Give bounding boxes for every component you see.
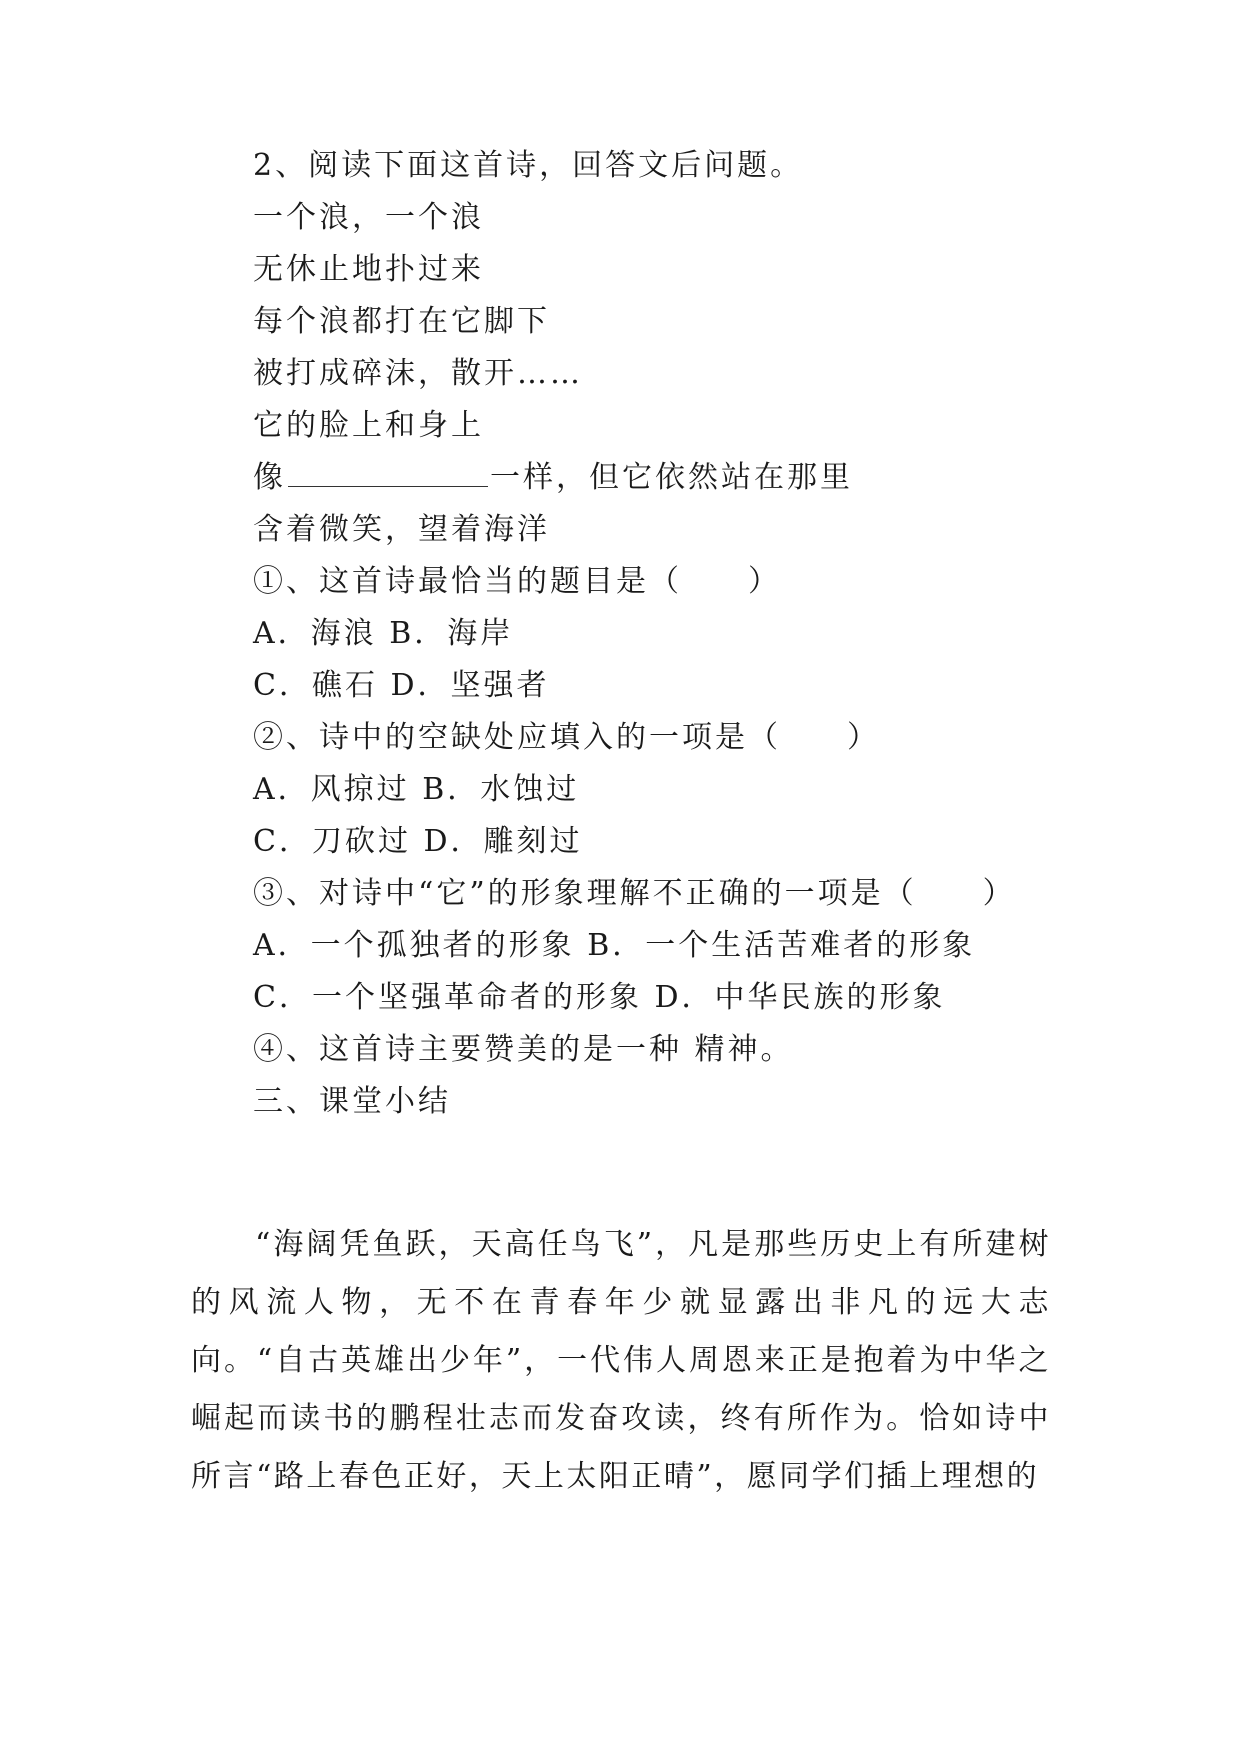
sub-question-1-options-cd: C．礁石 D．坚强者 — [253, 668, 550, 703]
sub-question-2-options-cd: C．刀砍过 D．雕刻过 — [253, 824, 583, 859]
sub-question-3-options-ab: A．一个孤独者的形象 B．一个生活苦难者的形象 — [253, 928, 976, 963]
poem-line-7: 含着微笑，望着海洋 — [253, 512, 550, 547]
sub-question-2: ②、诗中的空缺处应填入的一项是（ ） — [253, 720, 880, 755]
sub-question-3-options-cd: C．一个坚强革命者的形象 D．中华民族的形象 — [253, 980, 946, 1015]
sub-question-3: ③、对诗中“它”的形象理解不正确的一项是（ ） — [253, 876, 1016, 911]
poem-line-6 — [253, 458, 853, 498]
sub-question-1-options-ab: A．海浪 B．海岸 — [253, 616, 514, 651]
question-header: 2、阅读下面这首诗，回答文后问题。 — [253, 148, 804, 183]
poem-line-6-before: 像 — [253, 460, 286, 495]
poem-line-6-after: 一样，但它依然站在那里 — [490, 460, 853, 495]
poem-line-5: 它的脸上和身上 — [253, 408, 484, 443]
section-heading-summary: 三、课堂小结 — [253, 1084, 451, 1119]
sub-question-1: ①、这首诗最恰当的题目是（ ） — [253, 564, 781, 599]
poem-line-4: 被打成碎沫，散开…… — [253, 356, 583, 391]
poem-line-2: 无休止地扑过来 — [253, 252, 484, 287]
fill-in-blank — [288, 460, 488, 487]
sub-question-2-options-ab: A．风掠过 B．水蚀过 — [253, 772, 580, 807]
summary-paragraph: “海阔凭鱼跃，天高任鸟飞”，凡是那些历史上有所建树的风流人物，无不在青春年少就显露出非凡的远大志向。“自古英雄出少年”，一代伟人周恩来正是抱着为中华之崛起而读书的鹏程壮志而发奋攻读，终有所作为。恰如诗中所言“路上春色正好，天上太阳正晴”，愿同学们插上理想的 — [191, 1227, 1051, 1494]
sub-question-4: ④、这首诗主要赞美的是一种 精神。 — [253, 1032, 794, 1067]
poem-line-1: 一个浪，一个浪 — [253, 200, 484, 235]
poem-line-3: 每个浪都打在它脚下 — [253, 304, 550, 339]
